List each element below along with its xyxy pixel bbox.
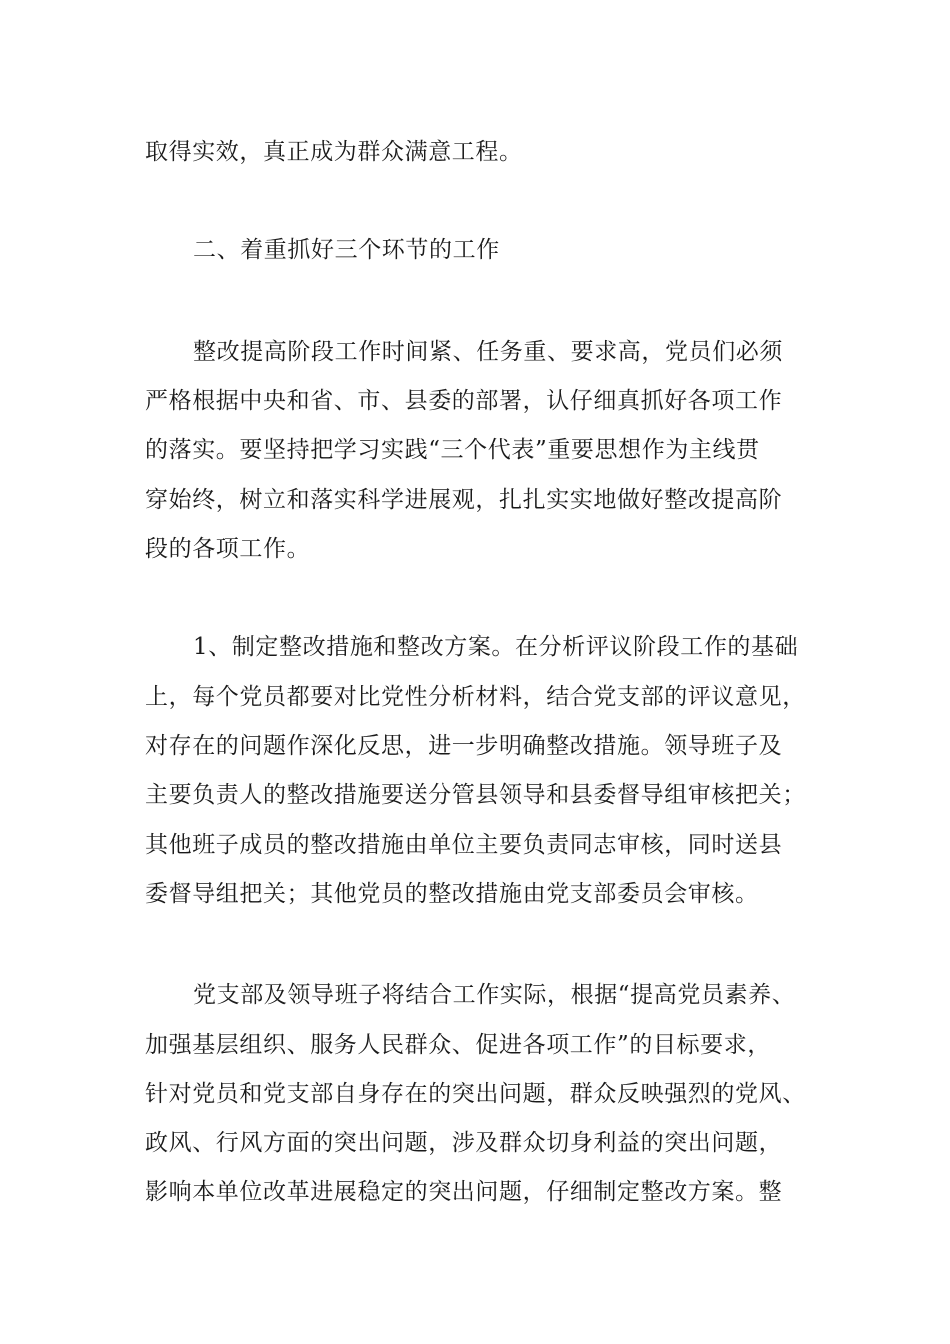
continuation-line: 取得实效，真正成为群众满意工程。	[145, 139, 523, 165]
paragraph-line: 对存在的问题作深化反思，进一步明确整改措施。领导班子及	[145, 733, 783, 759]
paragraph-line: 段的各项工作。	[145, 536, 311, 562]
paragraph-line: 其他班子成员的整改措施由单位主要负责同志审核，同时送县	[145, 832, 783, 858]
paragraph-line: 上，每个党员都要对比党性分析材料，结合党支部的评议意见，	[145, 684, 806, 710]
paragraph-line: 1、制定整改措施和整改方案。在分析评议阶段工作的基础	[193, 634, 799, 660]
paragraph-line: 主要负责人的整改措施要送分管县领导和县委督导组审核把关；	[145, 782, 806, 808]
paragraph-line: 委督导组把关；其他党员的整改措施由党支部委员会审核。	[145, 881, 759, 907]
paragraph-line: 影响本单位改革进展稳定的突出问题，仔细制定整改方案。整	[145, 1179, 783, 1205]
section-heading: 二、着重抓好三个环节的工作	[193, 237, 500, 263]
paragraph-line: 的落实。要坚持把学习实践“三个代表”重要思想作为主线贯	[145, 437, 760, 463]
paragraph-line: 政风、行风方面的突出问题，涉及群众切身利益的突出问题，	[145, 1130, 783, 1156]
paragraph-line: 严格根据中央和省、市、县委的部署，认仔细真抓好各项工作	[145, 388, 783, 414]
paragraph-line: 针对党员和党支部自身存在的突出问题，群众反映强烈的党风、	[145, 1081, 806, 1107]
paragraph-line: 穿始终，树立和落实科学进展观，扎扎实实地做好整改提高阶	[145, 487, 783, 513]
paragraph-line: 整改提高阶段工作时间紧、任务重、要求高，党员们必须	[193, 339, 783, 365]
paragraph-line: 党支部及领导班子将结合工作实际，根据“提高党员素养、	[193, 982, 796, 1008]
paragraph-line: 加强基层组织、服务人民群众、促进各项工作”的目标要求，	[145, 1032, 771, 1058]
